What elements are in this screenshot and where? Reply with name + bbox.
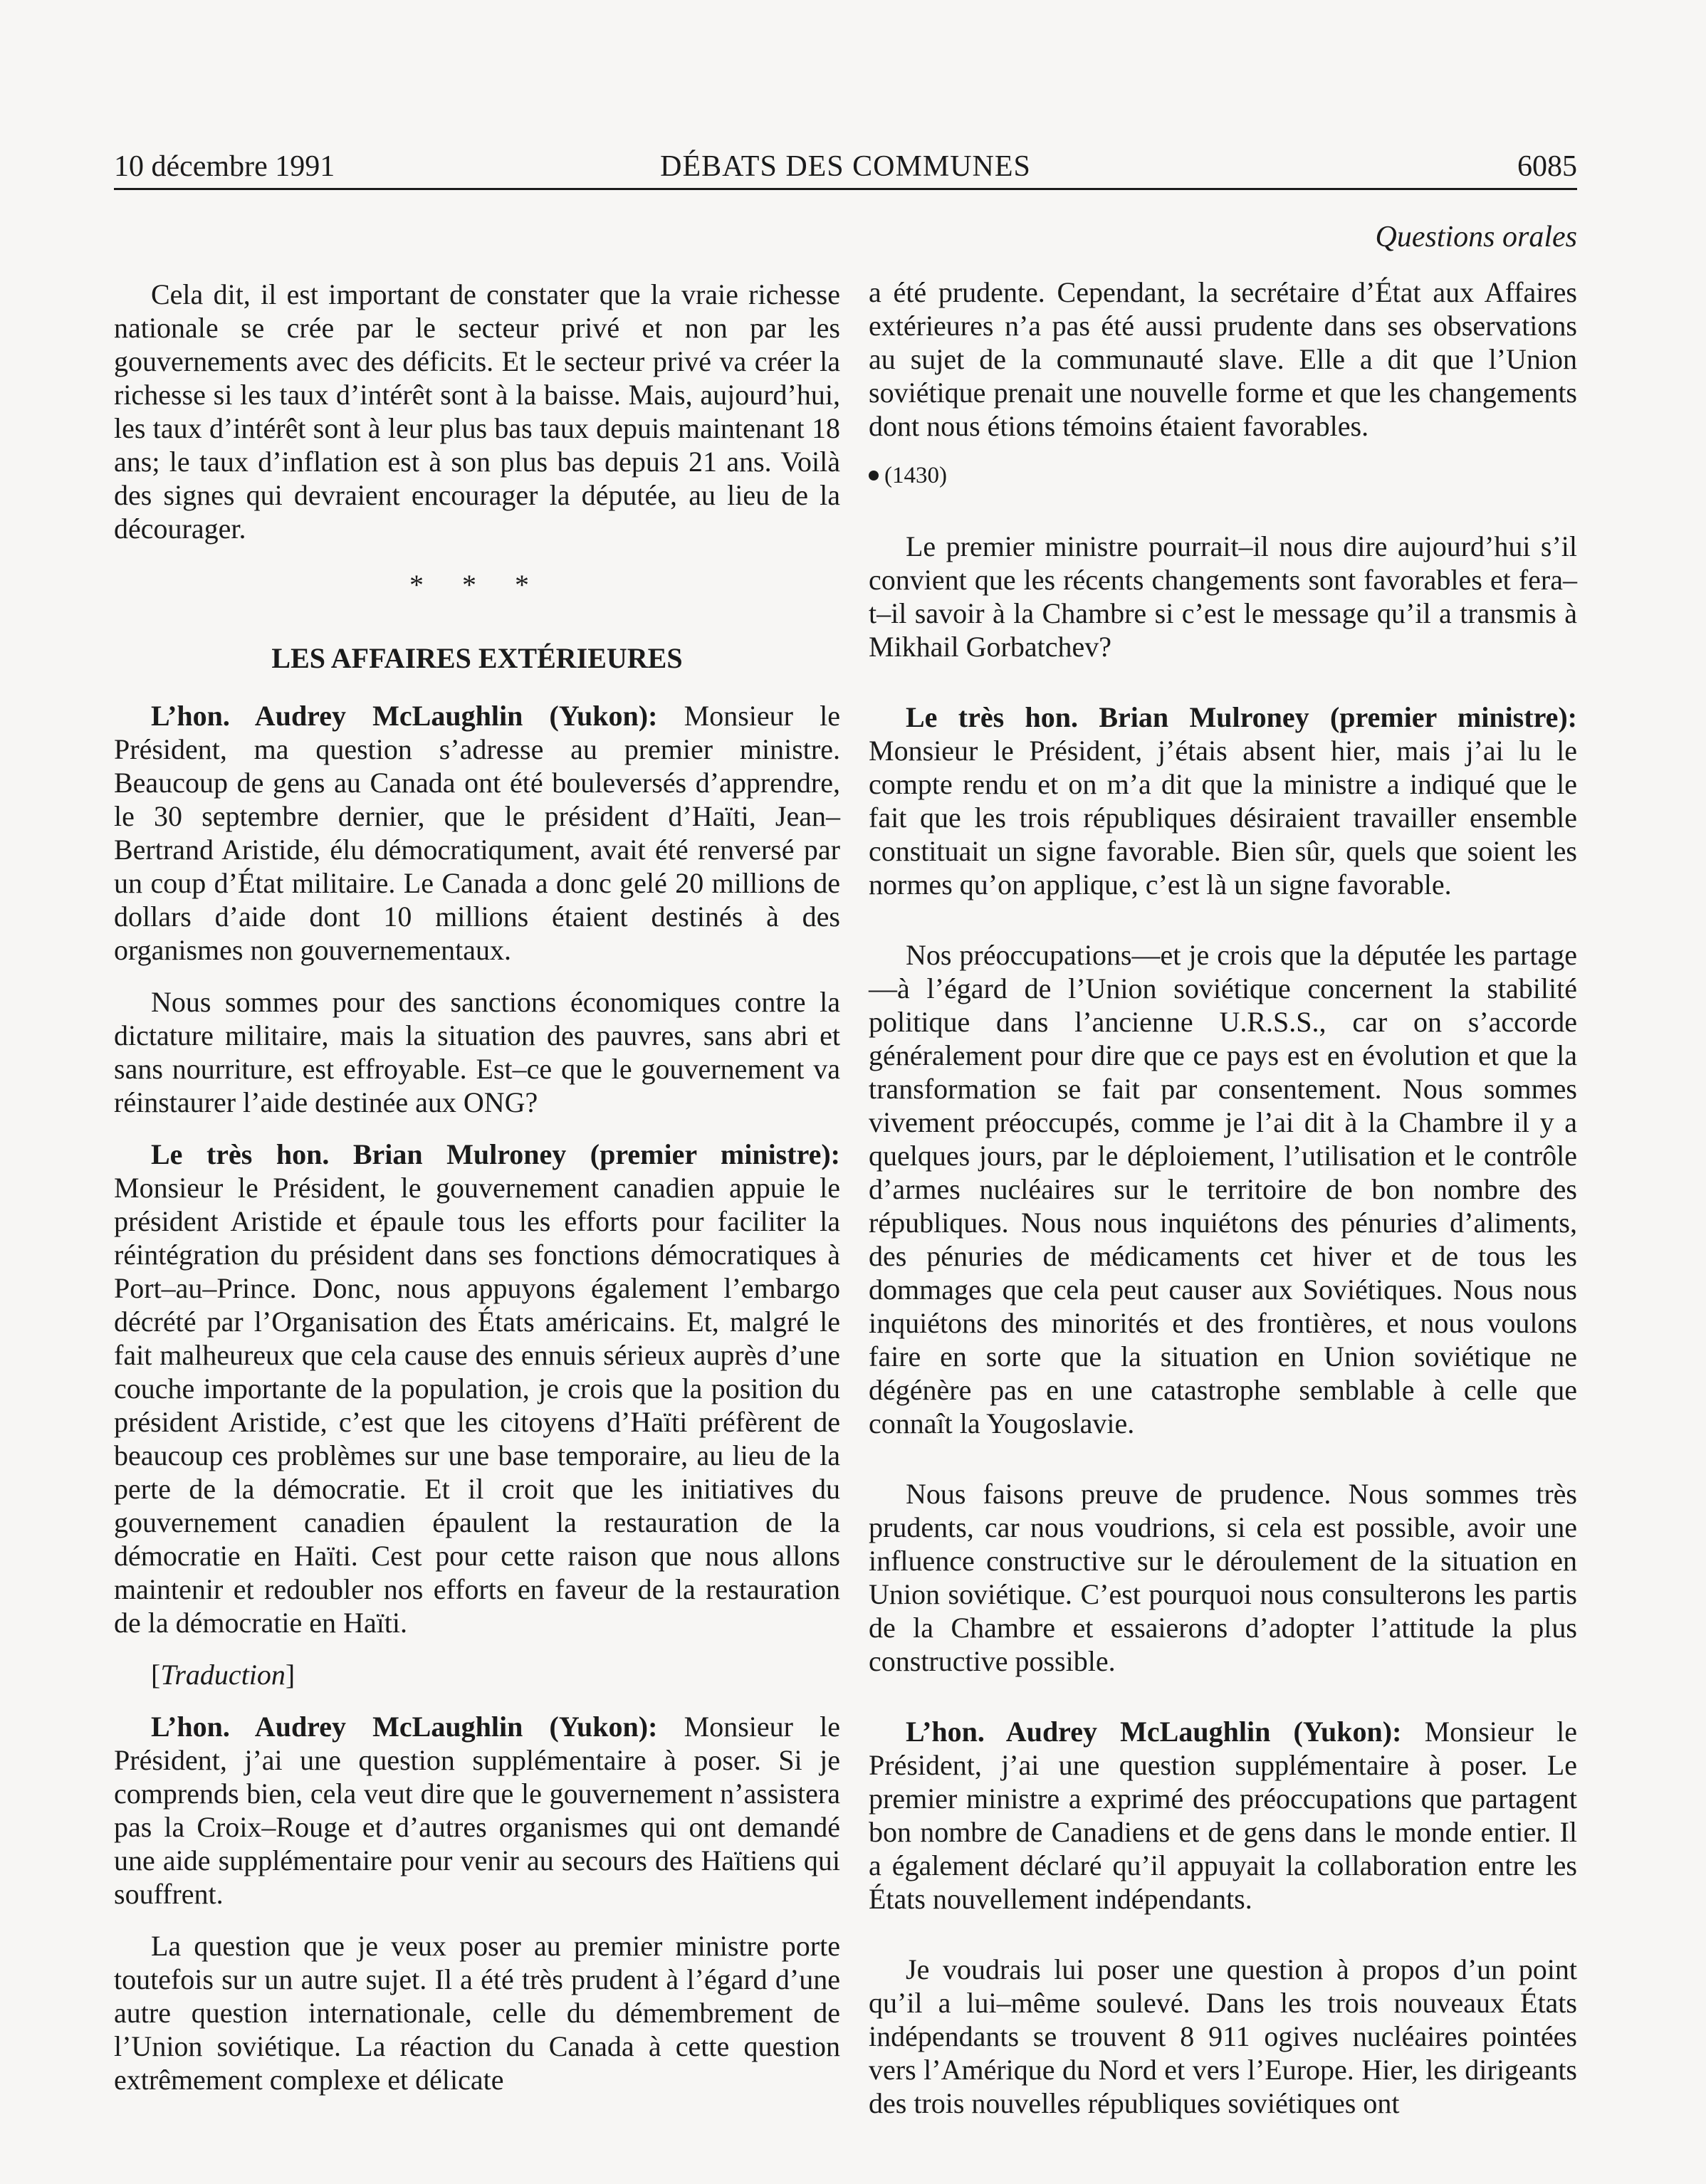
page-header <box>114 147 1577 187</box>
section-subheader: Questions orales <box>1375 221 1577 253</box>
header-title: DÉBATS DES COMMUNES <box>660 150 1031 183</box>
speaker-name: Le très hon. Brian Mulroney (premier ministre): <box>151 1138 840 1170</box>
speaker-name: L’hon. Audrey McLaughlin (Yukon): <box>906 1716 1402 1748</box>
speaker-name: Le très hon. Brian Mulroney (premier ministre): <box>906 701 1577 733</box>
speech-text: Monsieur le Président, ma question s’adresse au premier ministre. Beaucoup de gens au Canada ont été bouleversés d’apprendre, le 30 septembre dernier, que le président d’Haïti, Jean–Bertrand Aristide, élu démocratiqument, avait été renversé par un coup d’État militaire. Le Canada a donc gelé 20 millions de dollars d’aide dont 10 millions étaient destinés à des organismes non gouvernementaux. <box>114 700 841 966</box>
paragraph: Nos préoccupations—et je crois que la députée les partage—à l’égard de l’Union soviétique concernent la stabilité politique dans l’ancienne U.R.S.S., car on s’accorde généralement pour dire que ce pays est en évolution et que la transformation se fait par consentement. Nous sommes vivement préoccupés, comme je l’ai dit à la Chambre il y a quelques jours, par le déploiement, l’utilisation et le contrôle d’armes nucléaires sur le territoire de bon nombre des républiques. Nous nous inquiétons des pénuries d’aliments, des pénuries de médicaments cet hiver et de tous les dommages que cela peut causer aux Soviétiques. Nous nous inquiétons des minorités et des frontières, et nous voulons faire en sorte que la situation en Union soviétique ne dégénère pas en une catastrophe semblable à celle que connaît la Yougoslavie. <box>869 939 1577 1439</box>
speech-text: Monsieur le Président, j’étais absent hier, mais j’ai lu le compte rendu et on m’a dit que la ministre a indiqué que le fait que les trois républiques désiraient travailler ensemble constituait un signe favorable. Bien sûr, quels que soient les normes qu’on applique, c’est là un signe favorable. <box>869 735 1577 901</box>
page-number: 6085 <box>1517 150 1577 183</box>
speaker-name: L’hon. Audrey McLaughlin (Yukon): <box>151 700 658 732</box>
paragraph: Le premier ministre pourrait–il nous dire aujourd’hui s’il convient que les récents changements sont favorables et fera–t–il savoir à la Chambre si c’est le message qu’il a transmis à Mikhail Gorbatchev? <box>869 530 1577 663</box>
section-separator: * * * <box>409 569 545 601</box>
paragraph: Je voudrais lui poser une question à propos d’un point qu’il a lui–même soulevé. Dans les trois nouveaux États indépendants se trouvent 8 911 ogives nucléaires pointées vers l’Amérique du Nord et vers l’Europe. Hier, les dirigeants des trois nouvelles républiques soviétiques ont <box>869 1953 1577 2119</box>
section-heading: LES AFFAIRES EXTÉRIEURES <box>271 642 683 674</box>
paragraph <box>869 700 1577 901</box>
paragraph <box>114 699 840 967</box>
speech-text: Monsieur le Président, j’ai une question supplémentaire à poser. Si je comprends bien, cela veut dire que le gouvernement n’assistera pas la Croix–Rouge et d’autres organismes qui ont demandé une aide supplémentaire pour venir au secours des Haïtiens qui souffrent. <box>114 1711 841 1910</box>
paragraph <box>869 1715 1577 1916</box>
left-column <box>114 278 840 2115</box>
bullet-icon <box>869 471 879 481</box>
translation-note: [Traduction] <box>151 1659 295 1691</box>
paragraph <box>114 1138 840 1639</box>
paragraph: Cela dit, il est important de constater que la vraie richesse nationale se crée par le secteur privé et non par les gouvernements avec des déficits. Et le secteur privé va créer la richesse si les taux d’intérêt sont à la baisse. Mais, aujourd’hui, les taux d’intérêt sont à leur plus bas taux depuis maintenant 18 ans; le taux d’inflation est à son plus bas depuis 21 ans. Voilà des signes qui devraient encourager la députée, au lieu de la décourager. <box>114 278 840 545</box>
paragraph <box>114 1710 840 1911</box>
paragraph: La question que je veux poser au premier ministre porte toutefois sur un autre sujet. Il a été très prudent à l’égard d’une autre question internationale, celle du démembrement de l’Union soviétique. La réaction du Canada à cette question extrêmement complexe et délicate <box>114 1930 840 2096</box>
speech-text: Monsieur le Président, le gouvernement canadien appuie le président Aristide et épaule tous les efforts pour faciliter la réintégration du président dans ses fonctions démocratiques à Port–au–Prince. Donc, nous appuyons également l’embargo décrété par l’Organisation des États américains. Et, malgré le fait malheureux que cela cause des ennuis sérieux auprès d’une couche importante de la population, je crois que la position du président Aristide, c’est que les citoyens d’Haïti préfèrent de beaucoup ces problèmes sur une base temporaire, au lieu de la perte de la démocratie. Et il croit que les initiatives du gouvernement canadien épaulent la restauration de la démocratie en Haïti. Cest pour cette raison que nous allons maintenir et redoubler nos efforts en faveur de la restauration de la démocratie en Haïti. <box>114 1172 840 1639</box>
right-column <box>869 275 1577 2138</box>
speaker-name: L’hon. Audrey McLaughlin (Yukon): <box>151 1711 658 1743</box>
paragraph: Nous faisons preuve de prudence. Nous sommes très prudents, car nous voudrions, si cela est possible, avoir une influence constructive sur le déroulement de la situation en Union soviétique. C’est pourquoi nous consulterons les partis de la Chambre et essaierons d’adopter l’attitude la plus constructive possible. <box>869 1478 1577 1677</box>
time-marker: (1430) <box>869 461 1577 490</box>
paragraph: a été prudente. Cependant, la secrétaire d’État aux Affaires extérieures n’a pas été aussi prudente dans ses observations au sujet de la communauté slave. Elle a dit que l’Union soviétique prenait une nouvelle forme et que les changements dont nous étions témoins étaient favorables. <box>869 276 1577 442</box>
paragraph: Nous sommes pour des sanctions économiques contre la dictature militaire, mais la situation des pauvres, sans abri et sans nourriture, est effroyable. Est–ce que le gouvernement va réinstaurer l’aide destinée aux ONG? <box>114 986 840 1118</box>
speech-text: Monsieur le Président, j’ai une question supplémentaire à poser. Le premier ministre a exprimé des préoccupations que partagent bon nombre de Canadiens et de gens dans le monde entier. Il a également déclaré qu’il appuyait la collaboration entre les États nouvellement indépendants. <box>869 1716 1578 1915</box>
translation-label: Traduction <box>160 1659 286 1691</box>
header-rule <box>114 188 1577 190</box>
header-date: 10 décembre 1991 <box>114 150 335 183</box>
